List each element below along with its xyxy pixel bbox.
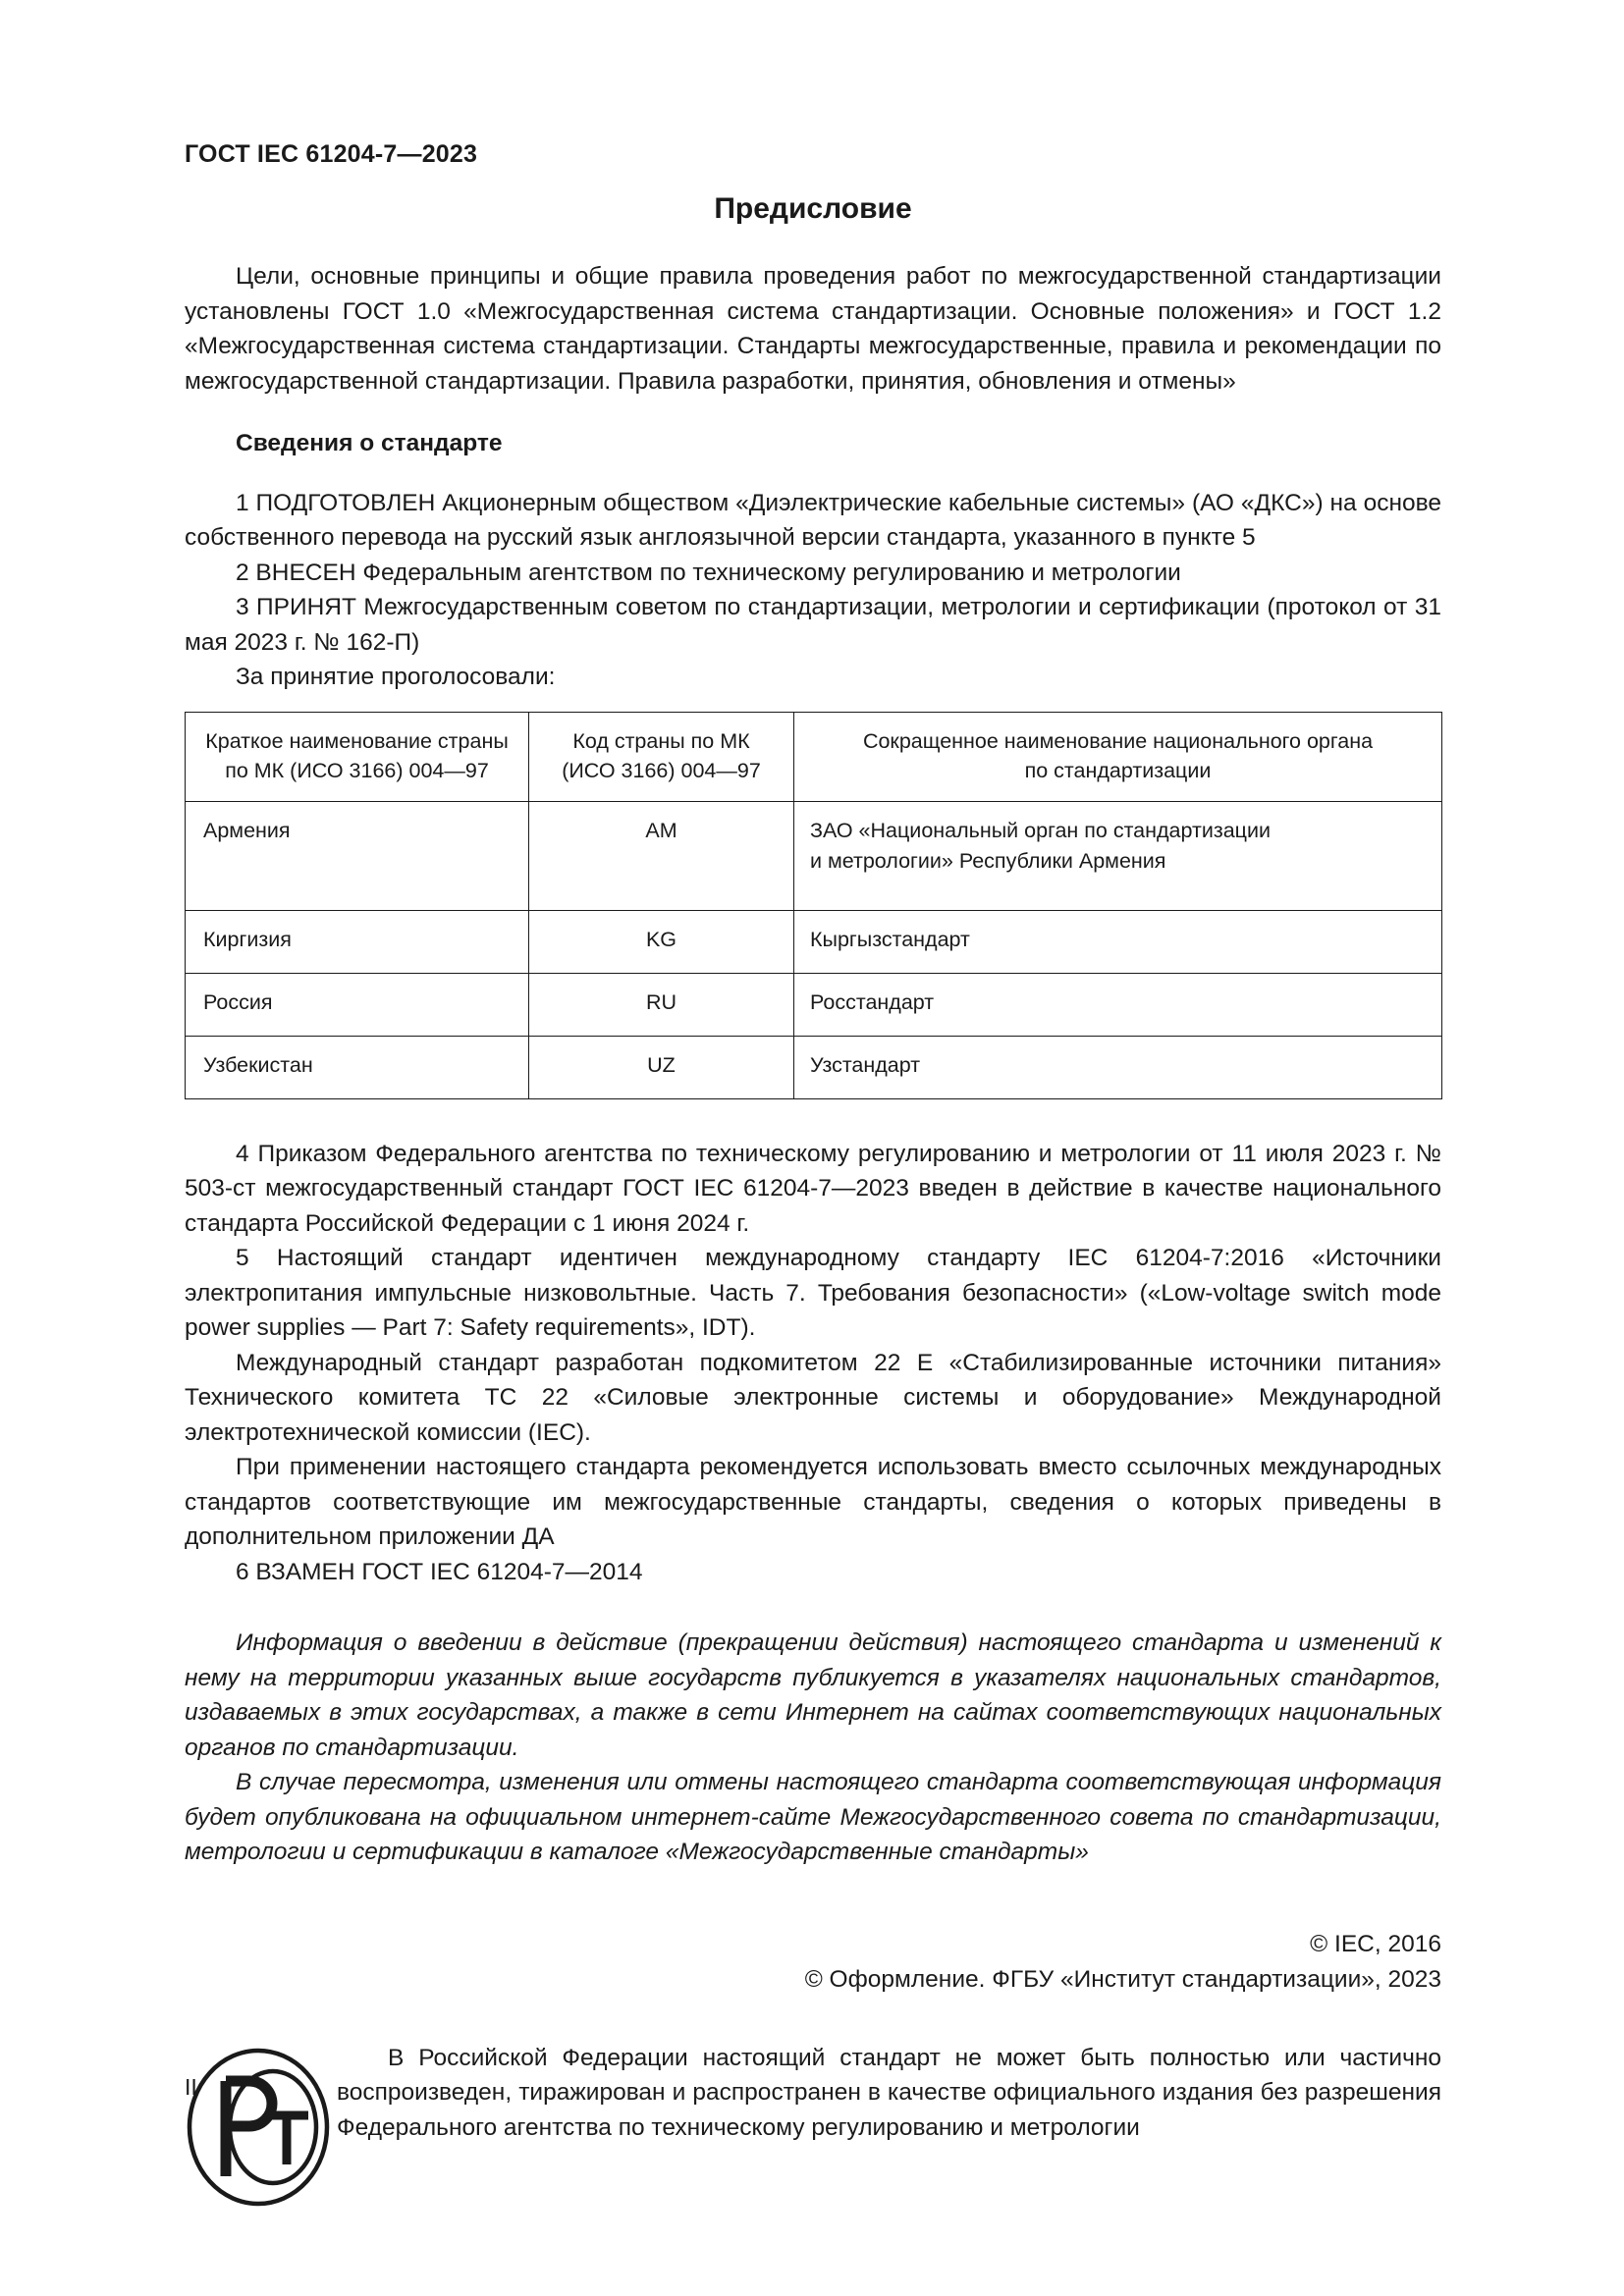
table-cell-country: Россия [186,973,529,1036]
table-header-body [794,712,1442,801]
table-row [186,973,1442,1036]
page-title: Предисловие [714,192,912,225]
table-row [186,801,1442,910]
copyright-block [185,1927,1441,1998]
italic-notes-block [185,1626,1441,1870]
table-header-code-line2: (ИСО 3166) 004—97 [562,758,761,782]
table-header-row [186,712,1442,801]
vote-intro-text: За принятие проголосовали: [236,664,556,690]
rst-logo-icon [185,2047,332,2209]
standard-info-item-5: 5 Настоящий стандарт идентичен международному стандарту IEC 61204-7:2016 «Источники электропитания импульсные низковольтные. Часть 7. Требования безопасности» («Low-voltage switch mode power supplies — Part 7: Safety requirements», IDT). [185,1245,1441,1341]
standard-info-item-2: 2 ВНЕСЕН Федеральным агентством по техническому регулированию и метрологии [236,559,1181,586]
standard-info-item-5-note-1: Международный стандарт разработан подкомитетом 22 Е «Стабилизированные источники питания» Технического комитета ТС 22 «Силовые электронные системы и оборудование» Международной электротехнической комиссии (IEC). [185,1349,1441,1446]
intro-paragraph: Цели, основные принципы и общие правила проведения работ по межгосударственной стандартизации установлены ГОСТ 1.0 «Межгосударственная система стандартизации. Основные положения» и ГОСТ 1.2 «Межгосударственная система стандартизации. Стандарты межгосударственные, правила и рекомендации по межгосударственной стандартизации. Правила разработки, принятия, обновления и отмены» [185,263,1441,395]
page-number: II [185,2074,197,2100]
document-header-standard-number: ГОСТ IEC 61204-7—2023 [185,140,478,168]
footer-notice-text [337,2041,1441,2146]
table-cell-body [794,801,1442,910]
copyright-iec: © IEC, 2016 [1310,1930,1441,1957]
voting-countries-table [185,712,1442,1099]
table-cell-body: Кыргызстандарт [794,910,1442,973]
italic-note-2: В случае пересмотра, изменения или отмены настоящего стандарта соответствующая информация будет опубликована на официальном интернет-сайте Межгосударственного совета по стандартизации, метрологии и сертификации в каталоге «Межгосударственные стандарты» [185,1769,1441,1865]
table-header-body-line2: по стандартизации [1024,758,1212,782]
table-row [186,1036,1442,1098]
table-cell-body-line1: ЗАО «Национальный орган по стандартизации [810,818,1272,842]
table-cell-country: Узбекистан [186,1036,529,1098]
standard-info-heading: Сведения о стандарте [236,430,503,456]
table-cell-country: Армения [186,801,529,910]
table-row [186,910,1442,973]
table-header-body-line1: Сокращенное наименование национального органа [862,728,1374,753]
table-cell-code: RU [529,973,794,1036]
table-header-country-line2: по МК (ИСО 3166) 004—97 [225,758,489,782]
rst-logo [185,2041,337,2214]
standard-info-item-4: 4 Приказом Федерального агентства по техническому регулированию и метрологии от 11 июля 2023 г. № 503-ст межгосударственный стандарт ГОСТ IEC 61204-7—2023 введен в действие в качестве национального стандарта Российской Федерации с 1 июня 2024 г. [185,1140,1441,1237]
table-header-country [186,712,529,801]
table-cell-body-line2: и метрологии» Республики Армения [810,848,1166,873]
standard-info-item-1: 1 ПОДГОТОВЛЕН Акционерным обществом «Диэлектрические кабельные системы» (АО «ДКС») на основе собственного перевода на русский язык англоязычной версии стандарта, указанного в пункте 5 [185,489,1441,551]
table-cell-country: Киргизия [186,910,529,973]
table-header-country-line1: Краткое наименование страны [205,728,509,753]
table-header-code [529,712,794,801]
italic-note-1: Информация о введении в действие (прекращении действия) настоящего стандарта и изменений к нему на территории указанных выше государств публикуется в указателях национальных стандартов, издаваемых в этих государствах, а также в сети Интернет на сайтах соответствующих национальных органов по стандартизации. [185,1629,1441,1761]
standard-info-item-3: 3 ПРИНЯТ Межгосударственным советом по стандартизации, метрологии и сертификации (протокол от 31 мая 2023 г. № 162-П) [185,594,1441,656]
standard-info-item-5-note-2: При применении настоящего стандарта рекомендуется использовать вместо ссылочных международных стандартов соответствующие им межгосударственные стандарты, сведения о которых приведены в дополнительном приложении ДА [185,1454,1441,1550]
footer-notice [185,2041,1441,2214]
table-cell-body: Узстандарт [794,1036,1442,1098]
footer-notice-paragraph: В Российской Федерации настоящий стандарт не может быть полностью или частично воспроизведен, тиражирован и распространен в качестве официального издания без разрешения Федерального агентства по техническому регулированию и метрологии [337,2044,1441,2141]
table-cell-code: AM [529,801,794,910]
page-content [185,0,1441,2214]
standard-info-item-6: 6 ВЗАМЕН ГОСТ IEC 61204-7—2014 [236,1558,643,1585]
copyright-institute: © Оформление. ФГБУ «Институт стандартизации», 2023 [804,1965,1441,1993]
table-cell-code: UZ [529,1036,794,1098]
table-cell-code: KG [529,910,794,973]
table-header-code-line1: Код страны по МК [572,728,750,753]
table-cell-body: Росстандарт [794,973,1442,1036]
